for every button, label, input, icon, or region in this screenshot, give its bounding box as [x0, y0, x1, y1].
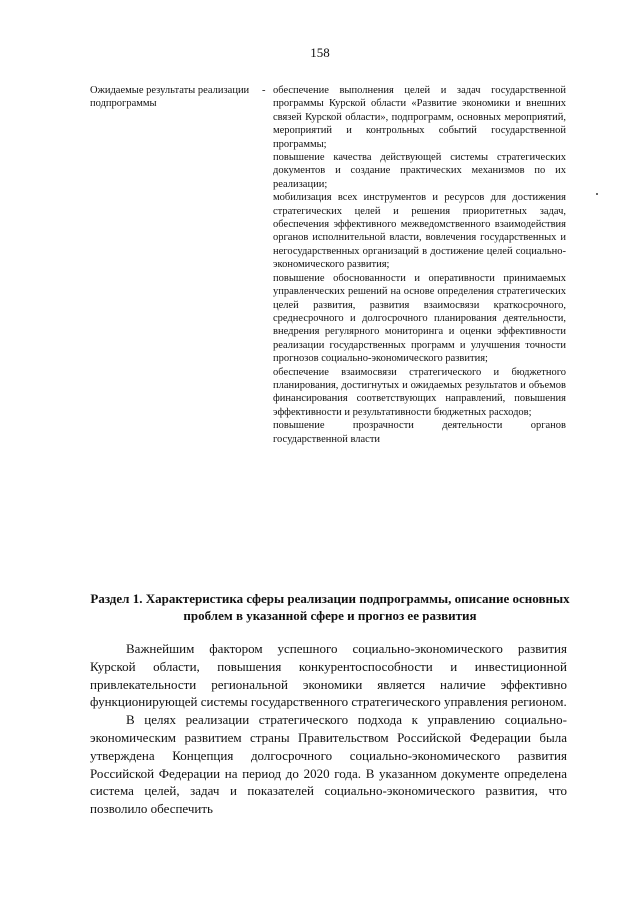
summary-dash: -	[262, 85, 266, 96]
body-paragraph: Важнейшим фактором успешного социально-экономического развития Курской области, повышения конкурентоспособности и инвестиционной привлекательности региональной экономики является наличие эффективно функционирующей системы государственного стратегического управления регионом.	[90, 641, 567, 710]
section-title: Раздел 1. Характеристика сферы реализации подпрограммы, описание основных проблем в указанной сфере и прогноз ее развития	[90, 591, 570, 623]
expected-result-item: обеспечение выполнения целей и задач государственной программы Курской области «Развитие экономики и внешних связей Курской области», подпрограмм, основных мероприятий, мероприятий и контрольных событий государственной программы;	[273, 85, 566, 150]
expected-result-item: повышение обоснованности и оперативности принимаемых управленческих решений на основе определения стратегических целей развития, развития взаимосвязи краткосрочного, среднесрочного и долгосрочного планирования деятельности, внедрения регулярного мониторинга и оценки эффективности реализации государственных программ и улучшения точности прогнозов социально-экономического развития;	[273, 272, 566, 365]
expected-result-item: мобилизация всех инструментов и ресурсов для достижения стратегических целей и решения приоритетных задач, обеспечения эффективного межведомственного взаимодействия органов исполнительной власти, вовлечения государственных и негосударственных организаций в достижение целей социально-экономического развития;	[273, 192, 566, 271]
expected-result-item: повышение прозрачности деятельности органов государственной власти	[273, 420, 566, 445]
page-number: 158	[310, 45, 330, 60]
summary-label: Ожидаемые результаты реализации подпрограммы	[90, 85, 250, 110]
scan-mark	[596, 193, 598, 195]
body-text	[90, 640, 567, 818]
expected-results-list	[273, 84, 566, 446]
expected-result-item: обеспечение взаимосвязи стратегического и бюджетного планирования, достигнутых и ожидаемых результатов и объемов финансирования соответствующих направлений, повышения эффективности и результативности бюджетных расходов;	[273, 366, 566, 418]
body-paragraph: В целях реализации стратегического подхода к управлению социально-экономическим развитием страны Правительством Российской Федерации была утверждена Концепция долгосрочного социально-экономического развития Российской Федерации на период до 2020 года. В указанном документе определена система целей, задач и показателей социально-экономического развития, что позволило обеспечить	[90, 712, 567, 817]
expected-result-item: повышение качества действующей системы стратегических документов и создание практических механизмов по их реализации;	[273, 152, 566, 190]
